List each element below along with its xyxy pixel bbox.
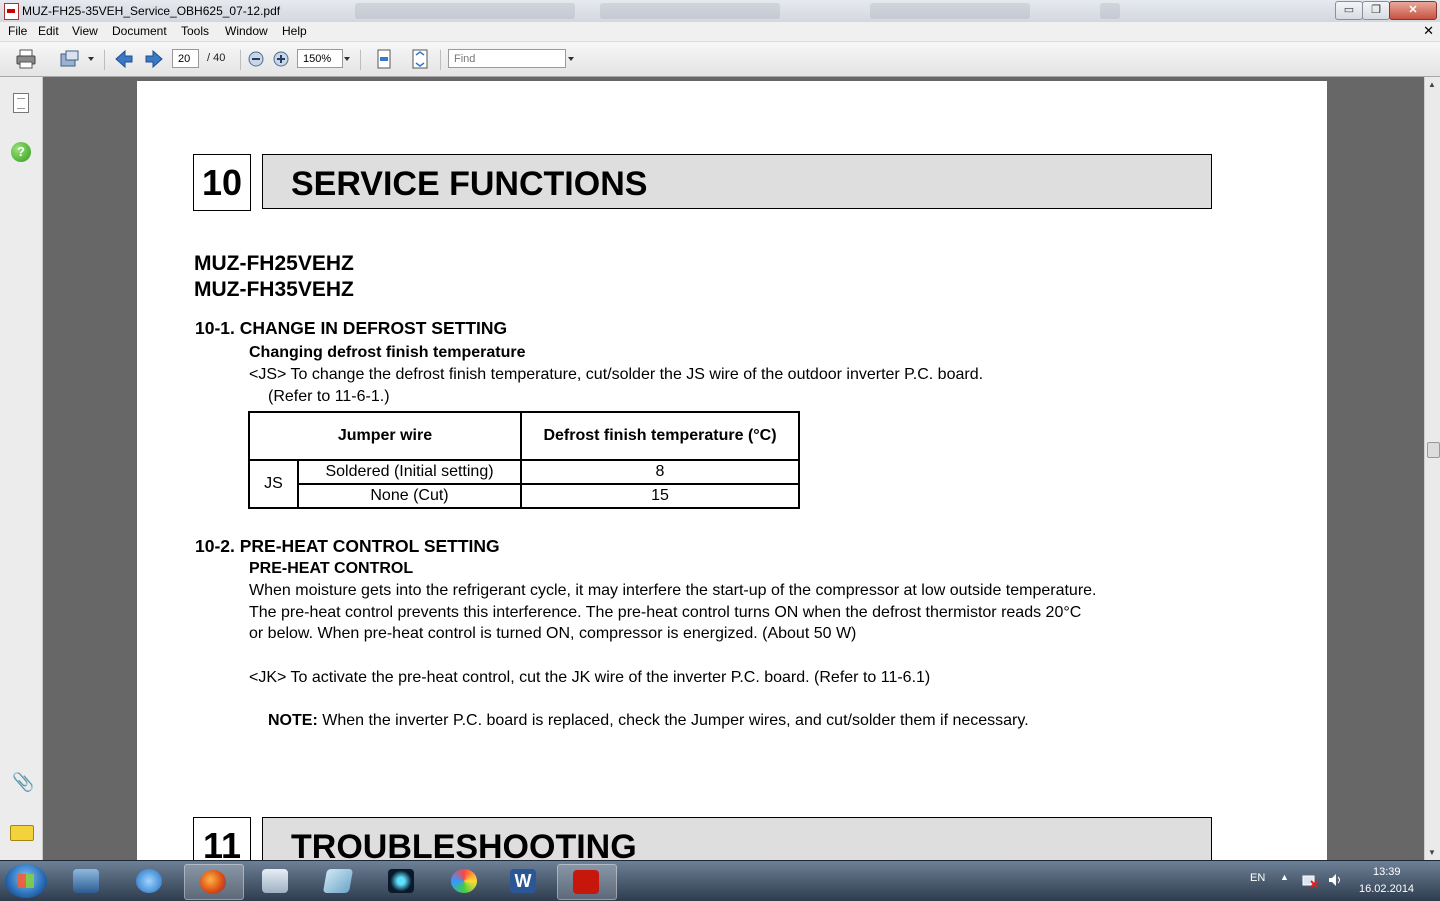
menu-help[interactable]: Help [282,24,307,38]
menu-bar [0,22,1440,42]
menu-tools[interactable]: Tools [181,24,210,38]
table-header-temp: Defrost finish temperature (°C) [521,412,799,460]
document-close-icon[interactable]: ✕ [1423,23,1434,38]
model-name: MUZ-FH35VEHZ [194,278,354,301]
attachments-icon[interactable]: 📎 [12,772,35,792]
menu-edit[interactable]: Edit [38,24,59,38]
table-cell: 15 [521,484,799,508]
page-total-label: / 40 [207,52,226,64]
subsection-subtitle: Changing defrost finish temperature [249,344,526,361]
background-window-tab [600,3,780,19]
close-button[interactable]: ✕ [1389,1,1437,20]
background-window-tab [355,3,575,19]
zoom-level-input[interactable]: 150% [297,49,343,68]
pdf-app-icon [4,3,19,20]
next-page-icon[interactable] [143,48,165,70]
menu-file[interactable]: File [8,24,28,38]
paint-taskbar-button[interactable] [436,864,494,898]
menu-document[interactable]: Document [112,24,167,38]
collaborate-icon[interactable] [59,48,81,70]
tray-expand-icon[interactable]: ▲ [1280,872,1289,882]
minimize-button[interactable]: ▭ [1335,1,1363,20]
toolbar-separator [104,50,105,70]
subsection-title: 10-2. PRE-HEAT CONTROL SETTING [195,536,500,556]
vertical-scrollbar[interactable] [1424,77,1440,860]
acrobat-taskbar-button[interactable] [557,864,617,900]
table-row [249,484,799,508]
background-window-tab [870,3,1030,19]
language-indicator[interactable]: EN [1250,872,1266,884]
section-title: SERVICE FUNCTIONS [262,154,1212,209]
notes-taskbar-button[interactable] [310,864,368,898]
page-number-input[interactable]: 20 [172,49,199,68]
background-window-tab [1100,3,1120,19]
fit-page-icon[interactable] [409,48,431,70]
clock-time[interactable]: 13:39 [1373,866,1401,878]
section-title: TROUBLESHOOTING [262,817,1212,860]
document-view[interactable] [43,77,1424,860]
menu-window[interactable]: Window [225,24,268,38]
find-dropdown-icon[interactable] [568,57,574,61]
body-text: <JK> To activate the pre-heat control, cut the JK wire of the inverter P.C. board. (Refer to 11-6.1) [249,669,931,686]
table-cell: Soldered (Initial setting) [298,460,521,484]
comments-icon[interactable] [10,825,34,841]
toolbar-separator [440,50,441,70]
toolbar-separator [360,50,361,70]
zoom-dropdown-icon[interactable] [344,57,350,61]
title-bar [0,0,1440,23]
scroll-thumb[interactable] [1427,442,1440,458]
taskbar [0,860,1440,901]
body-text: or below. When pre-heat control is turned ON, compressor is energized. (About 50 W) [249,625,857,642]
word-taskbar-button[interactable]: W [495,864,553,898]
pdf-page [137,81,1327,860]
section-number: 10 [193,154,251,211]
table-jumper-cell: JS [249,460,298,508]
note-body: When the inverter P.C. board is replaced, check the Jumper wires, and cut/solder them if necessary. [317,712,1029,729]
help-icon[interactable]: ? [11,142,31,162]
subsection-subtitle: PRE-HEAT CONTROL [249,560,414,577]
zoom-out-icon[interactable] [247,50,265,68]
menu-view[interactable]: View [72,24,98,38]
volume-icon[interactable] [1327,872,1343,888]
table-header-jumper: Jumper wire [249,412,521,460]
jumper-table [248,411,800,509]
clock-date[interactable]: 16.02.2014 [1359,883,1415,895]
start-button[interactable] [5,864,47,898]
scrolling-mode-icon[interactable] [373,48,395,70]
calculator-taskbar-button[interactable] [247,864,305,898]
body-text: <JS> To change the defrost finish temperature, cut/solder the JS wire of the outdoor inverter P.C. board. [249,366,984,383]
toolbar [0,42,1440,77]
navigation-pane [0,77,43,860]
internet-explorer-taskbar-button[interactable] [121,864,179,898]
pages-panel-icon[interactable] [13,93,29,113]
firefox-taskbar-button[interactable] [184,864,244,900]
toolbar-separator [240,50,241,70]
previous-page-icon[interactable] [113,48,135,70]
maximize-button[interactable]: ❐ [1362,1,1390,20]
network-icon[interactable] [1302,872,1318,888]
note-text [268,712,1029,730]
table-cell: 8 [521,460,799,484]
table-row [249,460,799,484]
subsection-title: 10-1. CHANGE IN DEFROST SETTING [195,318,508,338]
scroll-up-icon[interactable]: ▲ [1428,80,1436,89]
section-number: 11 [193,817,251,860]
media-player-taskbar-button[interactable] [58,864,116,898]
scroll-down-icon[interactable]: ▼ [1428,848,1436,857]
find-input[interactable]: Find [448,49,566,68]
note-label: NOTE: [268,712,318,729]
collaborate-dropdown-icon[interactable] [88,57,94,61]
body-text: When moisture gets into the refrigerant cycle, it may interfere the start-up of the compressor at low outside temperature. [249,582,1097,599]
window-title: MUZ-FH25-35VEH_Service_OBH625_07-12.pdf [22,4,281,18]
app-taskbar-button[interactable] [373,864,431,898]
model-name: MUZ-FH25VEHZ [194,252,354,275]
print-icon[interactable] [15,48,37,70]
table-cell: None (Cut) [298,484,521,508]
body-text: (Refer to 11-6-1.) [268,388,390,405]
body-text: The pre-heat control prevents this interference. The pre-heat control turns ON when the defrost thermistor reads 20°C [249,604,1082,621]
zoom-in-icon[interactable] [272,50,290,68]
